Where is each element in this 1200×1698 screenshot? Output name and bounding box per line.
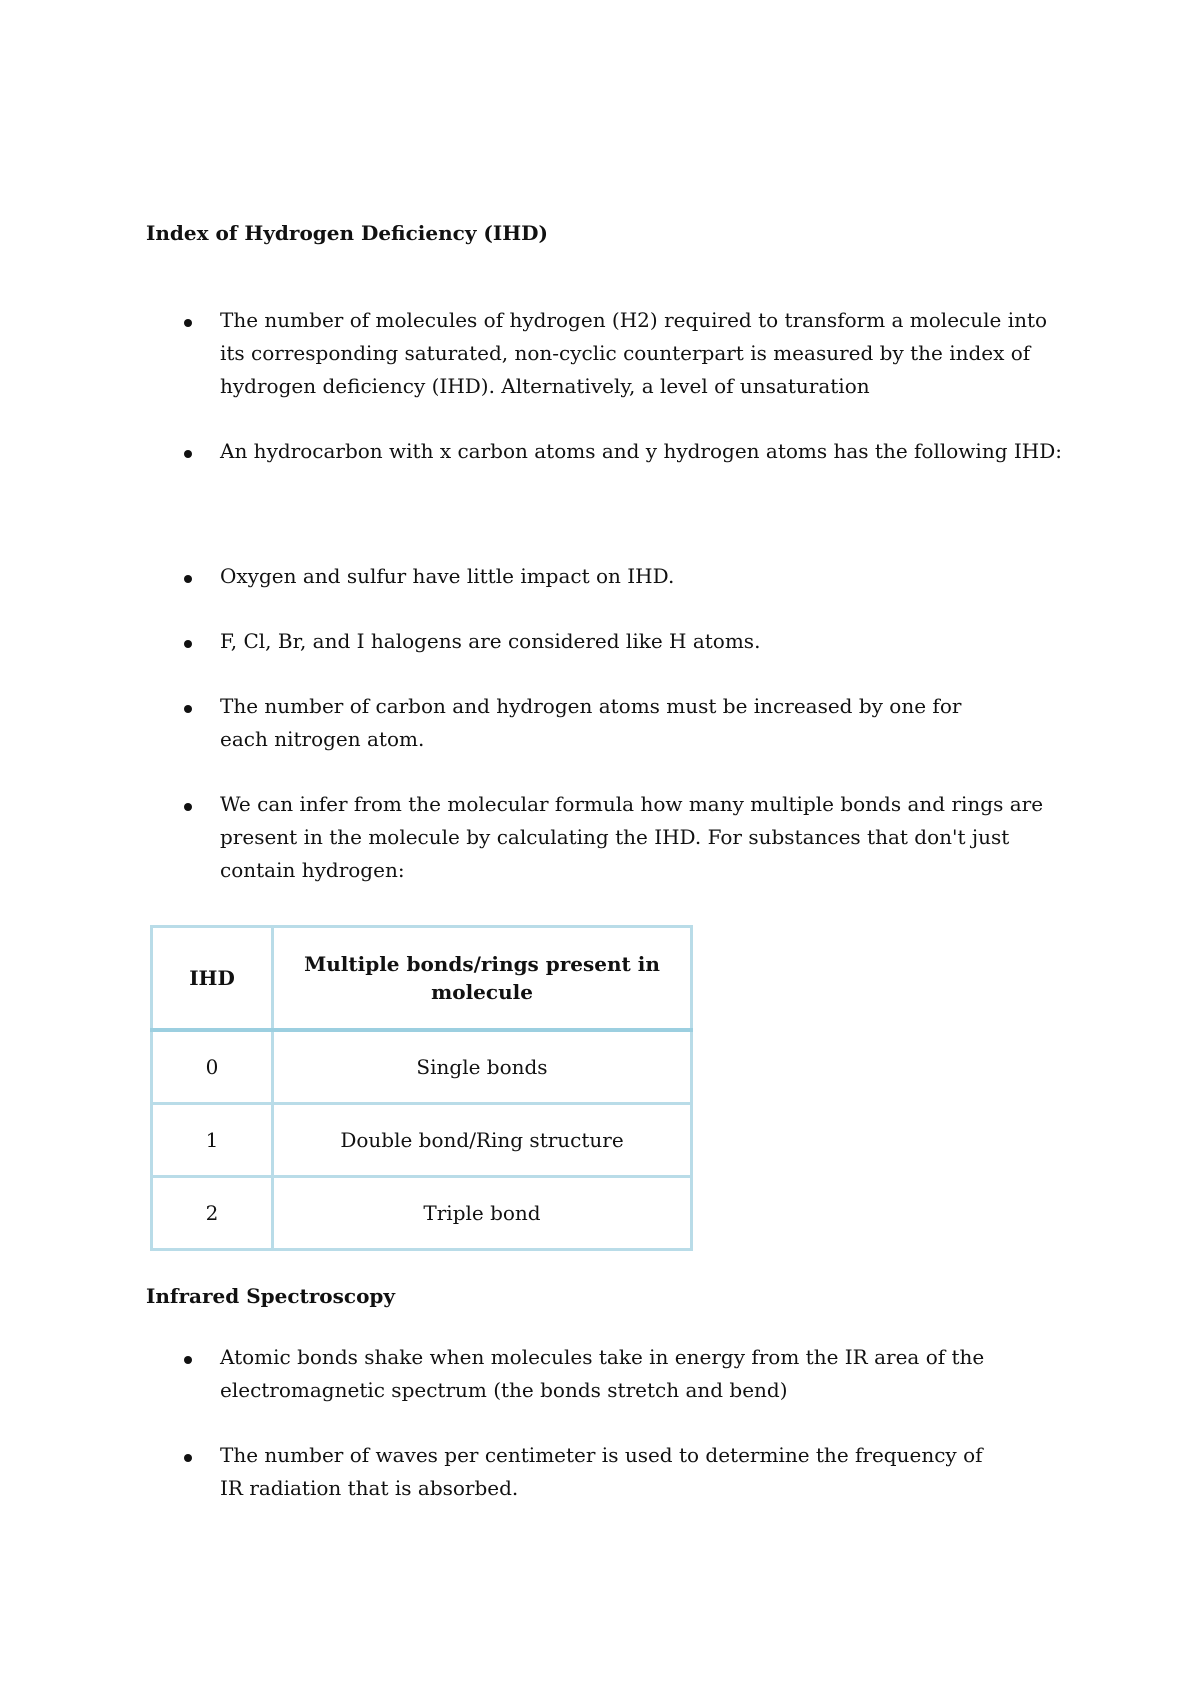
bullet-icon xyxy=(184,640,192,648)
table-header-bonds: Multiple bonds/rings present in molecule xyxy=(273,927,692,1031)
table-cell-ihd: 1 xyxy=(152,1104,273,1177)
bullet-text: Oxygen and sulfur have little impact on IHD. xyxy=(220,564,675,588)
list-item xyxy=(146,304,1076,403)
list-item xyxy=(146,1341,1076,1407)
bullet-text: The number of molecules of hydrogen (H2) required to transform a molecule into its corresponding saturated, non-cyclic counterpart is measured by the index of hydrogen deficiency (IHD). Alternatively, a level of unsaturation xyxy=(220,308,1048,398)
ihd-heading: Index of Hydrogen Deficiency (IHD) xyxy=(146,221,548,245)
list-item xyxy=(146,788,1076,887)
bullet-icon xyxy=(184,319,192,327)
bullet-icon xyxy=(184,1454,192,1462)
table-row xyxy=(152,1177,692,1250)
ihd-bullet-list-b xyxy=(146,560,1076,887)
table-header-row xyxy=(152,927,692,1031)
list-item xyxy=(146,560,1076,593)
table-row xyxy=(152,1104,692,1177)
table-cell-bonds: Triple bond xyxy=(273,1177,692,1250)
table-row xyxy=(152,1030,692,1104)
bullet-icon xyxy=(184,575,192,583)
list-item xyxy=(146,435,1076,468)
table-cell-ihd: 0 xyxy=(152,1030,273,1104)
bullet-icon xyxy=(184,803,192,811)
bullet-icon xyxy=(184,1356,192,1364)
bullet-text: An hydrocarbon with x carbon atoms and y hydrogen atoms has the following IHD: xyxy=(220,439,1062,463)
document-content xyxy=(146,218,1076,1505)
list-item xyxy=(146,690,1076,756)
bullet-text: The number of waves per centimeter is used to determine the frequency of IR radiation that is absorbed. xyxy=(220,1443,983,1500)
table-cell-bonds: Double bond/Ring structure xyxy=(273,1104,692,1177)
table-header-ihd: IHD xyxy=(152,927,273,1031)
bullet-icon xyxy=(184,450,192,458)
bullet-text: F, Cl, Br, and I halogens are considered like H atoms. xyxy=(220,629,761,653)
ir-heading: Infrared Spectroscopy xyxy=(146,1284,396,1308)
table-cell-ihd: 2 xyxy=(152,1177,273,1250)
bullet-text: We can infer from the molecular formula how many multiple bonds and rings are present in the molecule by calculating the IHD. For substances that don't just contain hydrogen: xyxy=(220,792,1044,882)
list-item xyxy=(146,1439,1076,1505)
ihd-table xyxy=(150,925,693,1251)
table-cell-bonds: Single bonds xyxy=(273,1030,692,1104)
ihd-bullet-list-a xyxy=(146,304,1076,468)
bullet-text: Atomic bonds shake when molecules take in energy from the IR area of the electromagnetic spectrum (the bonds stretch and bend) xyxy=(220,1345,985,1402)
list-item xyxy=(146,625,1076,658)
ir-bullet-list xyxy=(146,1341,1076,1505)
bullet-icon xyxy=(184,705,192,713)
bullet-text: The number of carbon and hydrogen atoms must be increased by one for each nitrogen atom. xyxy=(220,694,962,751)
